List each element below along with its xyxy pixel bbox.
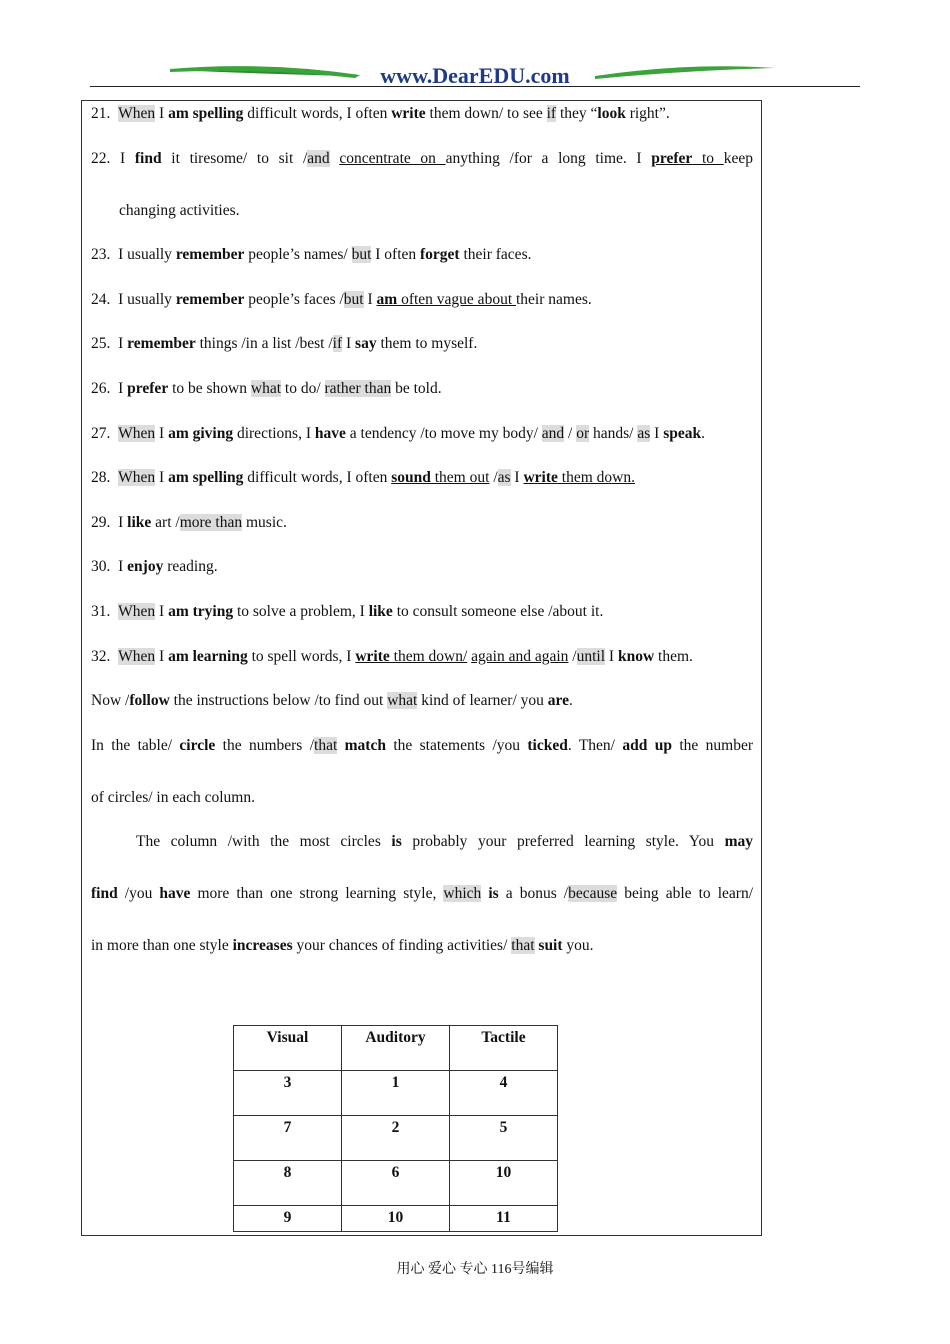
item-27: 27. When I am giving directions, I have a tendency /to move my body/ and / or hands/ as I speak. bbox=[91, 425, 705, 442]
table-row bbox=[234, 1206, 558, 1232]
table-cell: 9 bbox=[234, 1206, 342, 1232]
item-22-continuation: changing activities. bbox=[119, 202, 240, 219]
item-30: 30. I enjoy reading. bbox=[91, 558, 218, 575]
paragraph-line-2: find /you have more than one strong learning style, which is a bonus /because being able to learn/ bbox=[91, 885, 754, 902]
item-29: 29. I like art /more than music. bbox=[91, 514, 287, 531]
header-rule bbox=[90, 86, 860, 87]
item-25: 25. I remember things /in a list /best /if I say them to myself. bbox=[91, 335, 478, 352]
item-23: 23. I usually remember people’s names/ but I often forget their faces. bbox=[91, 246, 532, 263]
page-footer: 用心 爱心 专心 116号编辑 bbox=[396, 1262, 554, 1277]
table-cell: 6 bbox=[342, 1161, 450, 1206]
table-cell: 2 bbox=[342, 1116, 450, 1161]
table-cell: 4 bbox=[450, 1071, 558, 1116]
header-tactile: Tactile bbox=[450, 1026, 558, 1071]
header-visual: Visual bbox=[234, 1026, 342, 1071]
item-32: 32. When I am learning to spell words, I write them down/ again and again /until I know them. bbox=[91, 648, 693, 665]
table-row bbox=[234, 1071, 558, 1116]
table-cell: 1 bbox=[342, 1071, 450, 1116]
learning-style-table bbox=[233, 1025, 558, 1232]
paragraph-line-1: The column /with the most circles is probably your preferred learning style. You may bbox=[136, 833, 753, 850]
item-28: 28. When I am spelling difficult words, I often sound them out /as I write them down. bbox=[91, 469, 635, 486]
table-cell: 3 bbox=[234, 1071, 342, 1116]
table-row bbox=[234, 1161, 558, 1206]
table-cell: 10 bbox=[342, 1206, 450, 1232]
item-21: 21. When I am spelling difficult words, I often write them down/ to see if they “look right”. bbox=[91, 105, 670, 122]
table-cell: 8 bbox=[234, 1161, 342, 1206]
item-31: 31. When I am trying to solve a problem, I like to consult someone else /about it. bbox=[91, 603, 604, 620]
item-24: 24. I usually remember people’s faces /but I am often vague about their names. bbox=[91, 291, 592, 308]
item-26: 26. I prefer to be shown what to do/ rather than be told. bbox=[91, 380, 442, 397]
table-cell: 10 bbox=[450, 1161, 558, 1206]
table-row bbox=[234, 1116, 558, 1161]
instruction-circle-continuation: of circles/ in each column. bbox=[91, 789, 255, 806]
logo-text: www.DearEDU.com bbox=[380, 63, 570, 88]
instruction-follow: Now /follow the instructions below /to find out what kind of learner/ you are. bbox=[91, 692, 573, 709]
paragraph-line-3: in more than one style increases your chances of finding activities/ that suit you. bbox=[91, 937, 594, 954]
table-cell: 5 bbox=[450, 1116, 558, 1161]
table-cell: 7 bbox=[234, 1116, 342, 1161]
instruction-circle: In the table/ circle the numbers /that match the statements /you ticked. Then/ add up the number bbox=[91, 737, 754, 754]
table-header-row bbox=[234, 1026, 558, 1071]
header-auditory: Auditory bbox=[342, 1026, 450, 1071]
item-22: 22. I find it tiresome/ to sit /and concentrate on anything /for a long time. I prefer to keep bbox=[91, 150, 753, 167]
table-cell: 11 bbox=[450, 1206, 558, 1232]
